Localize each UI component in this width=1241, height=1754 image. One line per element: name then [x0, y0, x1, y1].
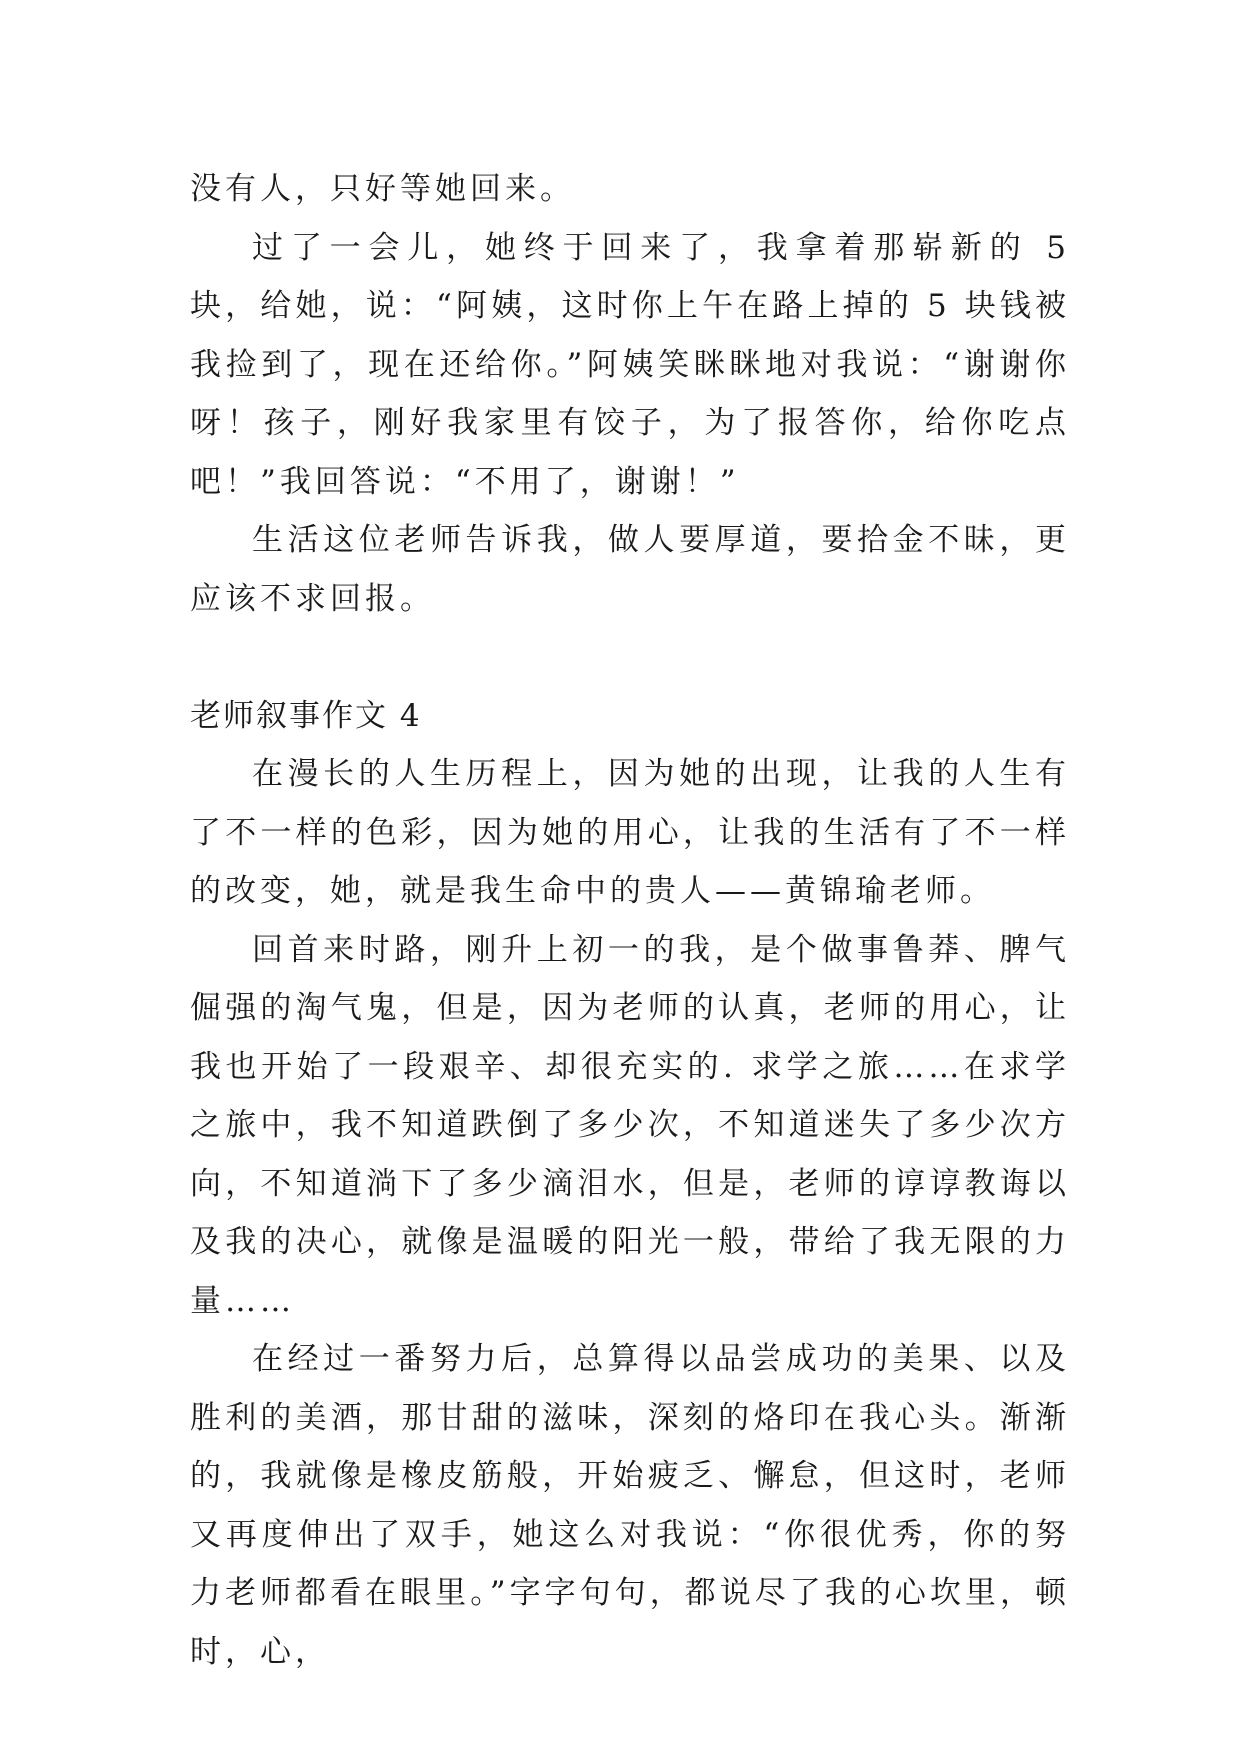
- paragraph-intro: 在漫长的人生历程上，因为她的出现，让我的人生有了不一样的色彩，因为她的用心，让我的生活有了不一样的改变，她，就是我生命中的贵人——黄锦瑜老师。: [190, 756, 1070, 909]
- paragraph-looking-back: 回首来时路，刚升上初一的我，是个做事鲁莽、脾气倔强的淘气鬼，但是，因为老师的认真，老师的用心，让我也开始了一段艰辛、却很充实的. 求学之旅……在求学之旅中，我不知道跌倒了多少次，不知道迷失了多少次方向，不知道淌下了多少滴泪水，但是，老师的谆谆教诲以及我的决心，就像是温暖的阳光一般，带给了我无限的力量……: [190, 931, 1070, 1319]
- paragraph-continuation: 没有人，只好等她回来。: [190, 171, 575, 207]
- section-spacer: [190, 628, 1070, 687]
- section-title: 老师叙事作文 4: [190, 697, 422, 734]
- paragraph-return-money: 过了一会儿，她终于回来了，我拿着那崭新的 5 块，给她，说：“阿姨，这时你上午在路上掉的 5 块钱被我捡到了，现在还给你。”阿姨笑眯眯地对我说：“谢谢你呀！孩子，刚好我家里有饺子，为了报答你，给你吃点吧！”我回答说：“不用了，谢谢！”: [190, 229, 1070, 500]
- document-body: [190, 160, 1070, 1681]
- paragraph-after-effort: 在经过一番努力后，总算得以品尝成功的美果、以及胜利的美酒，那甘甜的滋味，深刻的烙印在我心头。渐渐的，我就像是橡皮筋般，开始疲乏、懈怠，但这时，老师又再度伸出了双手，她这么对我说：“你很优秀，你的努力老师都看在眼里。”字字句句，都说尽了我的心坎里，顿时，心，: [190, 1341, 1070, 1670]
- paragraph-life-lesson: 生活这位老师告诉我，做人要厚道，要拾金不昧，更应该不求回报。: [190, 522, 1070, 617]
